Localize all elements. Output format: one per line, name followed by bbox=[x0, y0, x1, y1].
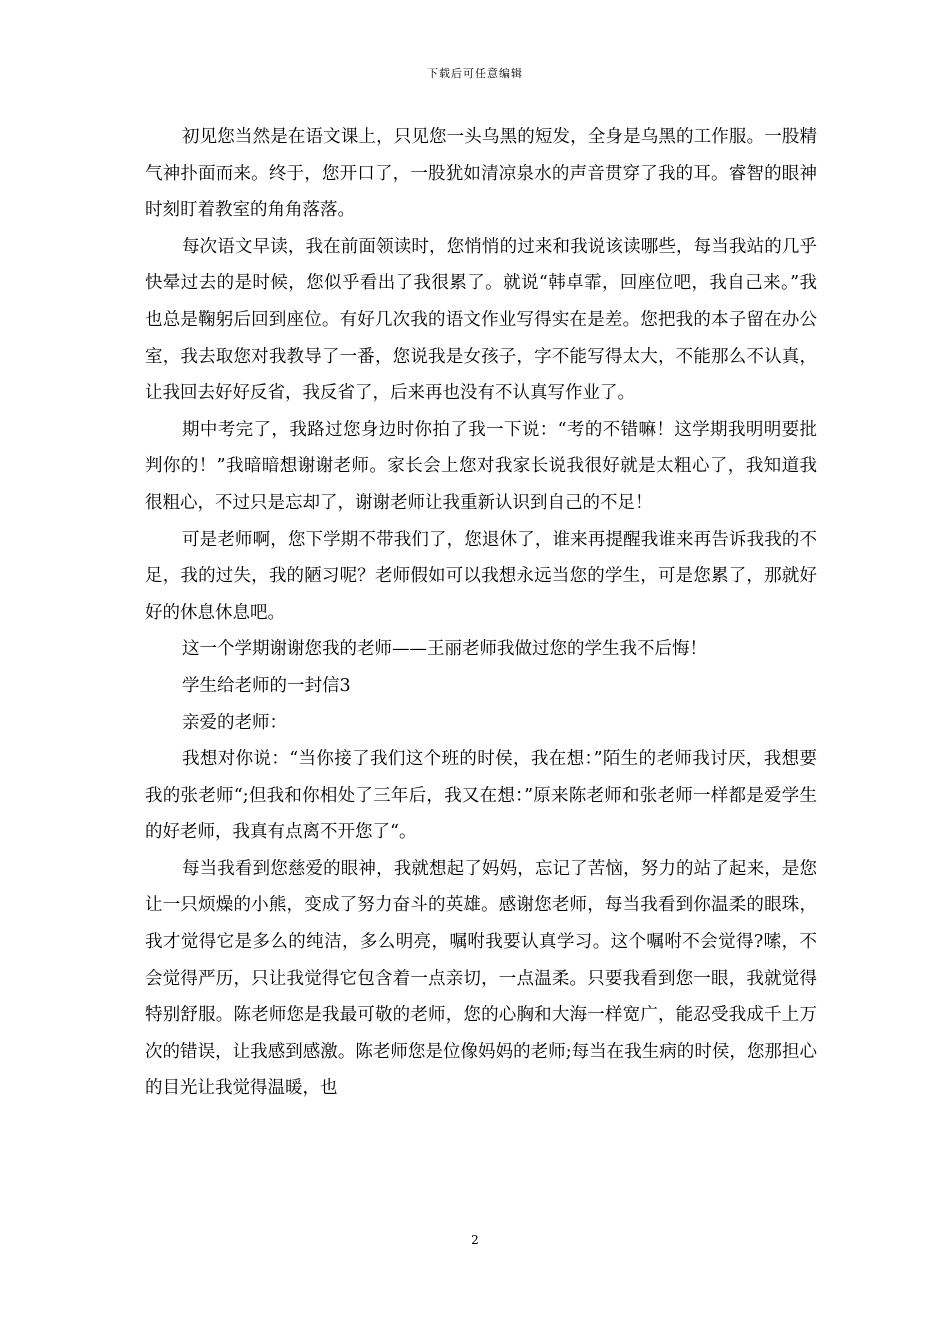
paragraph: 可是老师啊，您下学期不带我们了，您退休了，谁来再提醒我谁来再告诉我我的不足，我的过失，我的陋习呢？老师假如可以我想永远当您的学生，可是您累了，那就好好的休息休息吧。 bbox=[145, 529, 817, 623]
page-header: 下载后可任意编辑 bbox=[427, 67, 523, 80]
salutation: 亲爱的老师： bbox=[182, 712, 287, 733]
paragraph: 期中考完了，我路过您身边时你拍了我一下说：“考的不错嘛！这学期我明明要批判你的！”我暗暗想谢谢老师。家长会上您对我家长说我很好就是太粗心了，我知道我很粗心，不过只是忘却了，谢谢老师让我重新认识到自己的不足！ bbox=[145, 419, 817, 513]
section-title: 学生给老师的一封信3 bbox=[182, 675, 351, 696]
paragraph: 初见您当然是在语文课上，只见您一头乌黑的短发，全身是乌黑的工作服。一股精气神扑面而来。终于，您开口了，一股犹如清凉泉水的声音贯穿了我的耳。睿智的眼神时刻盯着教室的角角落落。 bbox=[145, 127, 817, 221]
document-body bbox=[145, 119, 817, 1107]
paragraph: 这一个学期谢谢您我的老师——王丽老师我做过您的学生我不后悔！ bbox=[182, 639, 707, 660]
paragraph: 每次语文早读，我在前面领读时，您悄悄的过来和我说该读哪些，每当我站的几乎快晕过去的是时候，您似乎看出了我很累了。就说“韩卓霏，回座位吧，我自己来。”我也总是鞠躬后回到座位。有好几次我的语文作业写得实在是差。您把我的本子留在办公室，我去取您对我教导了一番，您说我是女孩子，字不能写得太大，不能那么不认真，让我回去好好反省，我反省了，后来再也没有不认真写作业了。 bbox=[145, 236, 817, 404]
paragraph: 每当我看到您慈爱的眼神，我就想起了妈妈，忘记了苦恼，努力的站了起来，是您让一只烦燥的小熊，变成了努力奋斗的英雄。感谢您老师，每当我看到你温柔的眼珠，我才觉得它是多么的纯洁，多么明亮，嘱咐我要认真学习。这个嘱咐不会觉得?嗦，不会觉得严历，只让我觉得它包含着一点亲切，一点温柔。只要我看到您一眼，我就觉得特别舒服。陈老师您是我最可敬的老师，您的心胸和大海一样宽广，能忍受我成千上万次的错误，让我感到感激。陈老师您是位像妈妈的老师;每当在我生病的时侯，您那担心的目光让我觉得温暖，也 bbox=[145, 858, 817, 1099]
page-number: 2 bbox=[471, 1233, 479, 1247]
paragraph: 我想对你说：“当你接了我们这个班的时侯，我在想：”陌生的老师我讨厌，我想要我的张老师“;但我和你相处了三年后，我又在想：”原来陈老师和张老师一样都是爱学生的好老师，我真有点离不开您了“。 bbox=[145, 749, 817, 843]
